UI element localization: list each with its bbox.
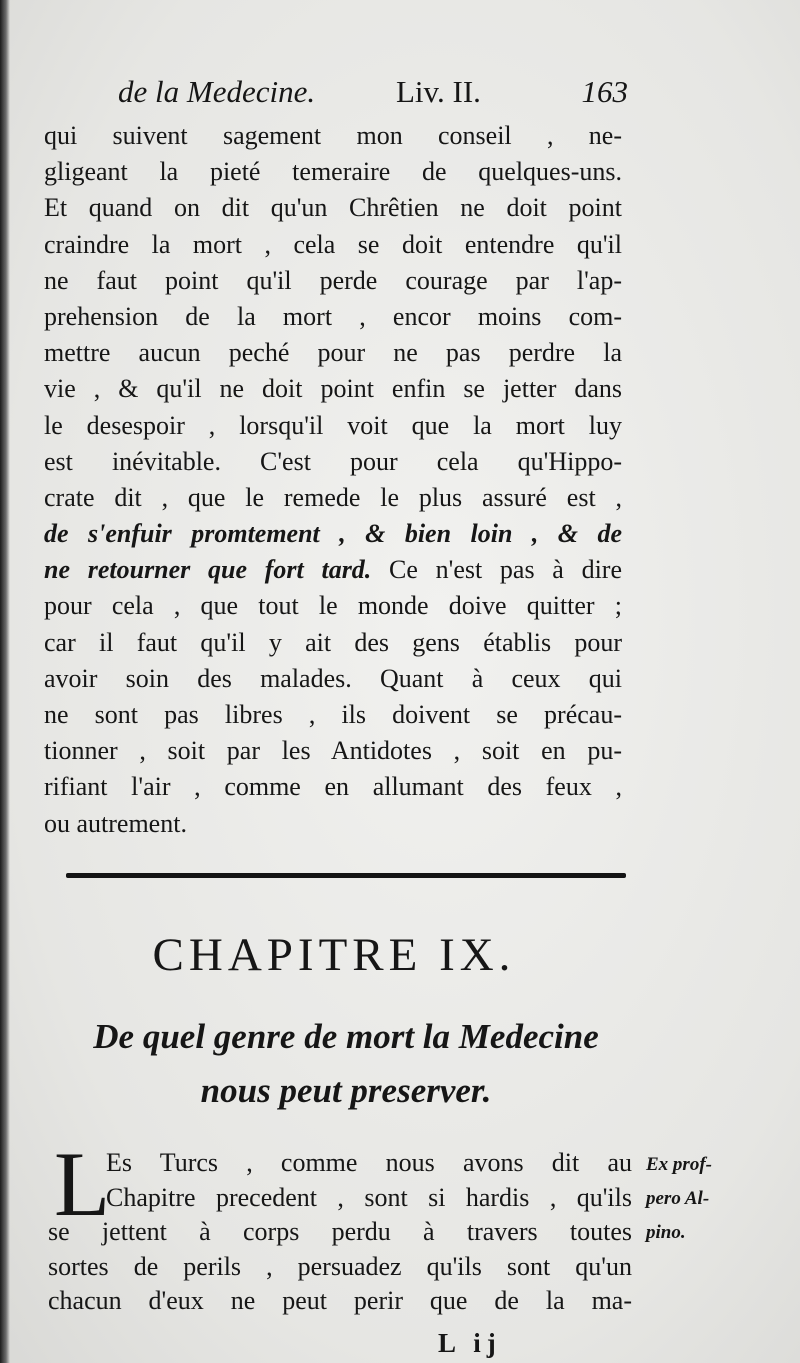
marginal-note-line: Ex prof-	[646, 1154, 712, 1175]
text-line: ne sont pas libres , ils doivent se précau-	[44, 700, 622, 729]
text-line: Es Turcs , comme nous avons dit au	[106, 1148, 632, 1177]
text-line: ou autrement.	[44, 808, 187, 838]
chapter-title: CHAPITRE IX.	[152, 929, 516, 981]
chapter-subtitle-line: De quel genre de mort la Medecine	[93, 1017, 599, 1056]
body-text	[44, 118, 622, 842]
running-head	[118, 74, 628, 114]
text-line-continuation: Ce n'est pas à dire	[371, 555, 622, 585]
text-line: Et quand on dit qu'un Chrêtien ne doit point	[44, 193, 622, 223]
signature-mark: L ij	[438, 1328, 502, 1358]
text-line: est inévitable. C'est pour cela qu'Hippo-	[44, 446, 622, 476]
running-head-title: de la Medecine.	[118, 74, 316, 109]
text-line: pour cela , que tout le monde doive quitter ;	[44, 591, 622, 621]
text-line: car il faut qu'il y ait des gens établis pour	[44, 627, 622, 657]
chapter-body	[48, 1146, 632, 1319]
text-line: qui suivent sagement mon conseil , ne-	[44, 121, 622, 150]
text-line: crate dit , que le remede le plus assuré est ,	[44, 482, 622, 512]
hippocrates-quote-end: ne retourner que fort tard.	[44, 555, 372, 585]
text-line: craindre la mort , cela se doit entendre qu'il	[44, 229, 622, 259]
marginal-note-line: pino.	[646, 1222, 686, 1243]
chapter-subtitle-line: nous peut preserver.	[200, 1071, 492, 1110]
text-line: chacun d'eux ne peut perir que de la ma-	[48, 1286, 632, 1315]
text-line: vie , & qu'il ne doit point enfin se jetter dans	[44, 374, 622, 404]
chapter-subtitle	[60, 1010, 632, 1118]
hippocrates-quote-line: de s'enfuir promtement , & bien loin , & de	[44, 519, 622, 549]
text-line: tionner , soit par les Antidotes , soit en pu-	[44, 736, 622, 766]
text-line: sortes de perils , persuadez qu'ils sont qu'un	[48, 1251, 632, 1281]
text-line-with-quote	[44, 552, 622, 588]
page-number: 163	[581, 74, 628, 109]
running-head-book: Liv. II.	[396, 74, 481, 109]
marginal-note-line: pero Al-	[646, 1188, 710, 1209]
text-line: se jettent à corps perdu à travers toutes	[48, 1217, 632, 1246]
text-line: ne faut point qu'il perde courage par l'ap-	[44, 265, 622, 295]
drop-cap: L	[54, 1133, 111, 1235]
text-line: le desespoir , lorsqu'il voit que la mort luy	[44, 410, 622, 440]
text-line: prehension de la mort , encor moins com-	[44, 301, 622, 331]
text-line: mettre aucun peché pour ne pas perdre la	[44, 338, 622, 368]
text-line: rifiant l'air , comme en allumant des feux ,	[44, 772, 622, 802]
text-line: avoir soin des malades. Quant à ceux qui	[44, 663, 622, 693]
text-line: gligeant la pieté temeraire de quelques-uns.	[44, 157, 622, 187]
section-divider	[66, 873, 626, 878]
page-gutter-shadow	[0, 0, 10, 1363]
text-line: Chapitre precedent , sont si hardis , qu'ils	[106, 1182, 632, 1212]
marginal-note	[646, 1148, 796, 1250]
